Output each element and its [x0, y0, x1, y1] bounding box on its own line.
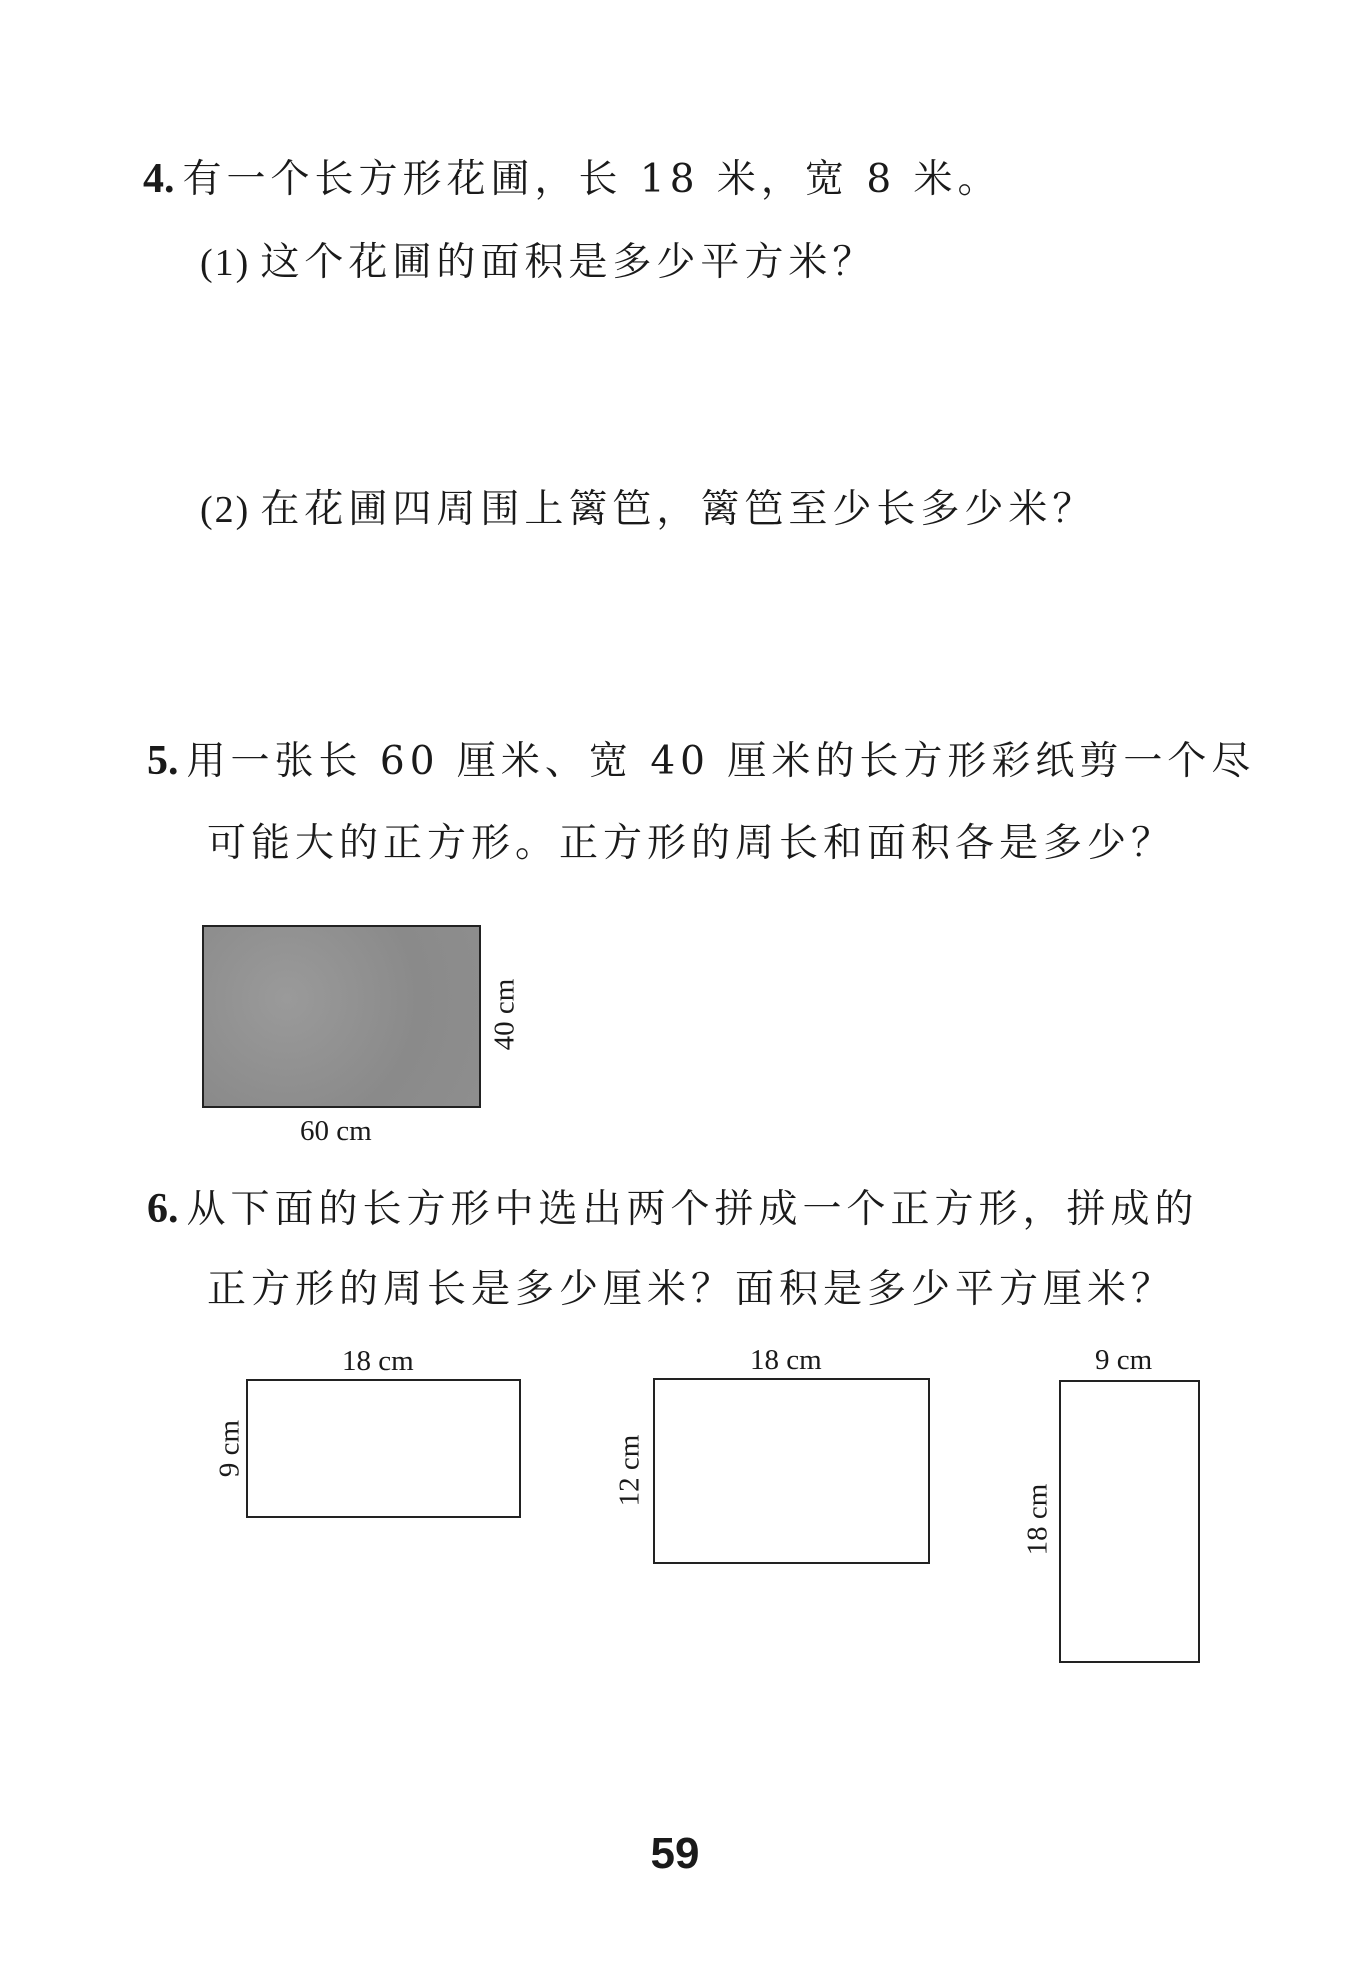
- rect-c-side-label: 18 cm: [1021, 1483, 1054, 1556]
- q5-stem-line1: [147, 740, 1255, 782]
- q4-text: 有一个长方形花圃，长 18 米，宽 8 米。: [182, 157, 1002, 202]
- q5-text-line2: 可能大的正方形。正方形的周长和面积各是多少？: [207, 821, 1176, 866]
- q5-text-line1: 用一张长 60 厘米、宽 40 厘米的长方形彩纸剪一个尽: [186, 739, 1256, 784]
- q4-part1-label: (1): [200, 242, 251, 284]
- q5-number: 5.: [147, 738, 179, 784]
- q4-number: 4.: [143, 156, 175, 202]
- colored-paper-rectangle: [202, 925, 481, 1108]
- rectangle-a: [246, 1379, 521, 1518]
- rect-a-side-label: 9 cm: [213, 1419, 246, 1478]
- q6-stem-line1: [147, 1188, 1199, 1230]
- q4-part1-text: 这个花圃的面积是多少平方米？: [260, 240, 877, 285]
- paper-width-label: 60 cm: [300, 1115, 372, 1147]
- q6-text-line1: 从下面的长方形中选出两个拼成一个正方形，拼成的: [186, 1187, 1199, 1232]
- q6-stem-line2: [207, 1267, 1176, 1312]
- q4-part2-text: 在花圃四周围上篱笆，篱笆至少长多少米？: [260, 487, 1097, 532]
- page-number: 59: [650, 1829, 700, 1878]
- q6-text-line2: 正方形的周长是多少厘米？面积是多少平方厘米？: [207, 1267, 1176, 1312]
- q6-number: 6.: [147, 1186, 179, 1232]
- q4-stem: [143, 158, 1002, 200]
- rect-a-top-label: 18 cm: [342, 1345, 414, 1377]
- rect-b-side-label: 12 cm: [613, 1434, 646, 1507]
- q4-part2: [200, 487, 1097, 532]
- rect-c-top-label: 9 cm: [1095, 1344, 1153, 1376]
- q5-stem-line2: [207, 821, 1176, 866]
- paper-height-label: 40 cm: [488, 978, 521, 1051]
- rect-b-top-label: 18 cm: [750, 1344, 822, 1376]
- rectangle-b: [653, 1378, 930, 1564]
- rectangle-c: [1059, 1380, 1200, 1663]
- q4-part2-label: (2): [200, 489, 251, 531]
- q4-part1: [200, 240, 877, 285]
